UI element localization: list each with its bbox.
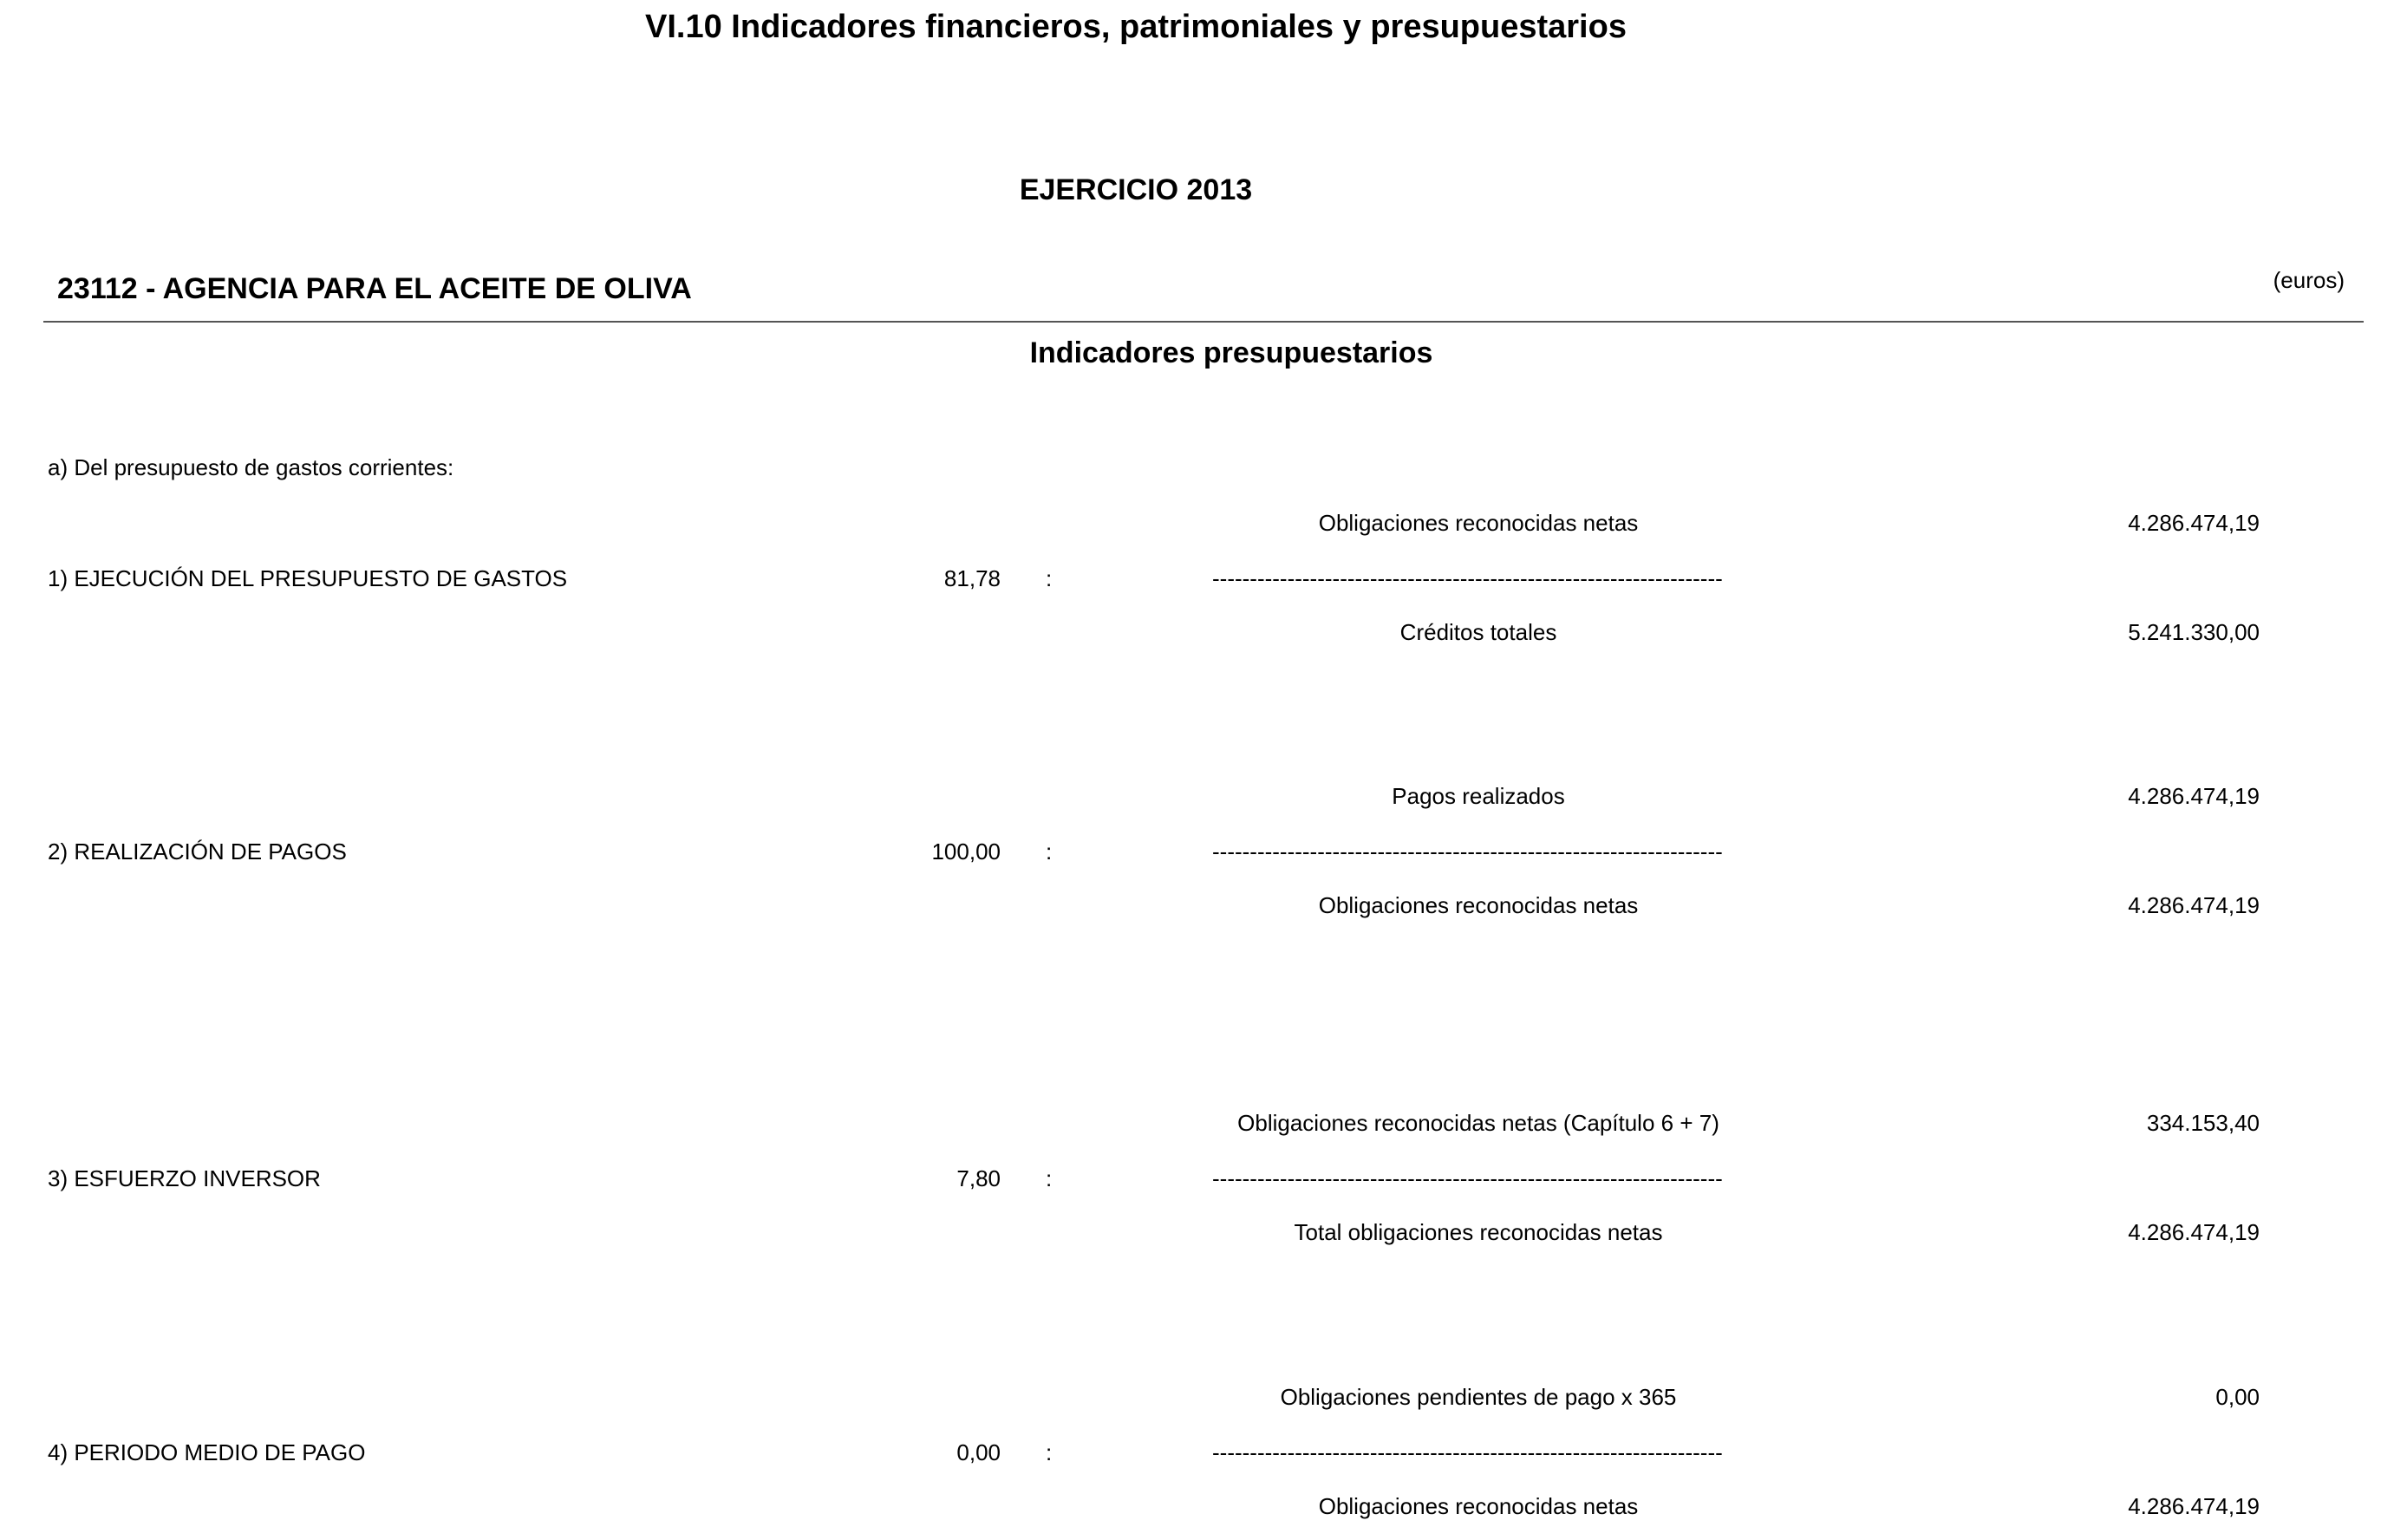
numerator-value: 4.286.474,19 xyxy=(2128,510,2260,536)
section-title: Indicadores presupuestarios xyxy=(1029,336,1433,369)
denominator-label: Créditos totales xyxy=(1399,619,1557,645)
numerator-label: Pagos realizados xyxy=(1392,783,1565,809)
units-label: (euros) xyxy=(2273,267,2345,293)
denominator-label: Obligaciones reconocidas netas xyxy=(1318,892,1639,918)
indicator-row xyxy=(0,510,2407,666)
numerator-value: 4.286.474,19 xyxy=(2128,783,2260,809)
entity-title: 23112 - AGENCIA PARA EL ACEITE DE OLIVA xyxy=(57,272,692,305)
indicator-value: 0,00 xyxy=(956,1439,1001,1465)
fraction-line: -------------------------------------------------------------------- xyxy=(1212,565,1723,591)
numerator-value: 334.153,40 xyxy=(2146,1110,2260,1136)
indicator-name: 3) ESFUERZO INVERSOR xyxy=(48,1165,321,1191)
numerator-label: Obligaciones pendientes de pago x 365 xyxy=(1280,1384,1677,1410)
denominator-value: 5.241.330,00 xyxy=(2128,619,2260,645)
denominator-label: Total obligaciones reconocidas netas xyxy=(1294,1219,1663,1245)
indicator-row xyxy=(0,783,2407,939)
indicator-row xyxy=(0,1384,2407,1540)
indicator-value: 81,78 xyxy=(943,565,1001,591)
denominator-value: 4.286.474,19 xyxy=(2128,892,2260,918)
indicator-value: 100,00 xyxy=(931,839,1001,865)
denominator-value: 4.286.474,19 xyxy=(2128,1493,2260,1519)
indicator-value: 7,80 xyxy=(956,1165,1001,1191)
indicator-name: 1) EJECUCIÓN DEL PRESUPUESTO DE GASTOS xyxy=(48,565,568,591)
indicator-name: 2) REALIZACIÓN DE PAGOS xyxy=(48,839,347,865)
separator-colon: : xyxy=(1046,839,1053,865)
numerator-label: Obligaciones reconocidas netas xyxy=(1318,510,1639,536)
page-title: VI.10 Indicadores financieros, patrimoniales y presupuestarios xyxy=(645,9,1627,45)
indicator-name: 4) PERIODO MEDIO DE PAGO xyxy=(48,1439,366,1465)
fraction-line: -------------------------------------------------------------------- xyxy=(1212,1439,1723,1465)
fraction-line: -------------------------------------------------------------------- xyxy=(1212,1165,1723,1191)
numerator-label: Obligaciones reconocidas netas (Capítulo 6 + 7) xyxy=(1237,1110,1719,1136)
indicator-row xyxy=(0,1110,2407,1266)
separator-colon: : xyxy=(1046,565,1053,591)
denominator-label: Obligaciones reconocidas netas xyxy=(1318,1493,1639,1519)
separator-colon: : xyxy=(1046,1165,1053,1191)
exercise-title: EJERCICIO 2013 xyxy=(1019,173,1253,206)
header-divider xyxy=(43,321,2364,323)
denominator-value: 4.286.474,19 xyxy=(2128,1219,2260,1245)
separator-colon: : xyxy=(1046,1439,1053,1465)
fraction-line: -------------------------------------------------------------------- xyxy=(1212,839,1723,865)
numerator-value: 0,00 xyxy=(2215,1384,2260,1410)
subsection-title: a) Del presupuesto de gastos corrientes: xyxy=(48,454,454,480)
